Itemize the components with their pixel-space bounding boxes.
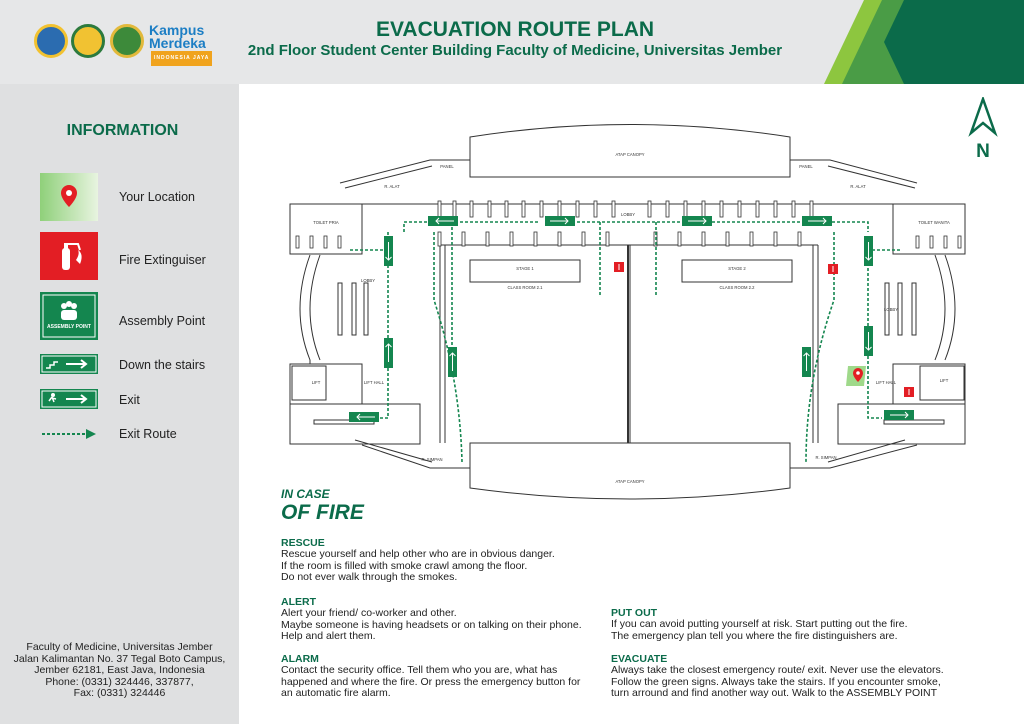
fire-extinguisher-icon xyxy=(40,232,98,280)
label-panel-right: PANEL xyxy=(799,164,813,169)
label-class-room-2-2: CLASS ROOM 2.2 xyxy=(719,285,755,290)
label-r-alat-left: R. ALAT xyxy=(384,184,400,189)
down-stairs-sign-icon xyxy=(40,354,98,374)
alarm-line: an automatic fire alarm. xyxy=(281,687,391,699)
alarm-section xyxy=(281,653,601,700)
legend-label-your-location: Your Location xyxy=(119,190,195,204)
evacuate-line: Always take the closest emergency route/ exit. Never use the elevators. xyxy=(611,664,944,676)
evacuate-line: Follow the green signs. Always take the stairs. If you encounter smoke, xyxy=(611,675,941,688)
putout-section xyxy=(611,607,991,642)
alert-title: ALERT xyxy=(281,596,316,608)
header-decoration xyxy=(824,0,1024,84)
floor-plan xyxy=(275,120,995,505)
compass-label: N xyxy=(976,141,990,159)
label-lift-hall-left: LIFT HALL xyxy=(363,380,385,385)
offire-heading: OF FIRE xyxy=(281,501,364,524)
label-atap-canopy-bottom: ATAP CANOPY xyxy=(615,479,645,484)
label-lift-left: LIFT xyxy=(311,380,321,385)
label-atap-canopy-top: ATAP CANOPY xyxy=(615,152,645,157)
header-bar xyxy=(0,0,1024,84)
assembly-point-icon xyxy=(40,292,98,340)
contact-info xyxy=(0,642,239,700)
legend-label-exit: Exit xyxy=(119,393,140,407)
kampus-merdeka-text: Kampus Merdeka xyxy=(149,22,206,51)
evacuate-section xyxy=(611,653,991,700)
label-r-simpan-left: R. SIMPAN xyxy=(421,457,443,462)
label-lift-hall-right: LIFT HALL xyxy=(875,380,897,385)
exit-sign-icon xyxy=(40,389,98,409)
putout-line: The emergency plan tell you where the fire distinguishers are. xyxy=(611,629,898,642)
evacuate-title: EVACUATE xyxy=(611,653,668,665)
dashed-arrow-icon xyxy=(40,426,98,442)
contact-line: Fax: (0331) 324446 xyxy=(73,687,166,699)
label-stage-1: STAGE 1 xyxy=(516,266,534,271)
label-class-room-2-1: CLASS ROOM 2.1 xyxy=(507,285,543,290)
putout-title: PUT OUT xyxy=(611,607,658,619)
kampus-merdeka-subtext: INDONESIA JAYA xyxy=(151,51,212,66)
building-walls xyxy=(290,125,965,500)
exit-signs xyxy=(349,216,914,422)
rescue-line: Do not ever walk through the smokes. xyxy=(281,571,458,583)
legend-label-fire-extinguiser: Fire Extinguiser xyxy=(119,253,206,267)
rescue-line: If the room is filled with smoke crawl among the floor. xyxy=(281,559,528,572)
alarm-line: happened and where the fire. Or press the emergency button for xyxy=(281,675,581,688)
label-toilet-pria: TOILET PRIA xyxy=(313,220,339,225)
alert-line: Maybe someone is having headsets or on talking on their phone. xyxy=(281,618,582,631)
contact-line: Jember 62181, East Java, Indonesia xyxy=(34,664,205,676)
alert-line: Alert your friend/ co-worker and other. xyxy=(281,607,457,619)
legend-label-assembly-point: Assembly Point xyxy=(119,314,206,328)
label-toilet-wanita: TOILET WANITA xyxy=(918,220,950,225)
your-location-marker xyxy=(846,366,866,386)
alarm-line: Contact the security office. Tell them who you are, what has xyxy=(281,664,558,676)
incase-heading: IN CASE xyxy=(281,487,330,501)
label-lift-right: LIFT xyxy=(939,378,949,383)
corridor-columns xyxy=(296,201,961,248)
page-subtitle: 2nd Floor Student Center Building Faculty of Medicine, Universitas Jember xyxy=(247,42,783,59)
contact-line: Jalan Kalimantan No. 37 Tegal Boto Campus, xyxy=(13,652,226,665)
location-pin-icon xyxy=(40,173,98,221)
label-panel-left: PANEL xyxy=(440,164,454,169)
alert-line: Help and alert them. xyxy=(281,630,376,642)
rescue-line: Rescue yourself and help other who are in obvious danger. xyxy=(281,548,555,560)
rescue-section xyxy=(281,537,601,584)
label-lobby-right: LOBBY xyxy=(884,307,898,312)
kampus-merdeka-logo xyxy=(149,22,211,61)
label-lobby-center: LOBBY xyxy=(621,212,635,217)
label-r-simpan-right: R. SIMPAN xyxy=(815,455,837,460)
kemdikbud-logo-icon xyxy=(34,24,68,58)
label-lobby-left: LOBBY xyxy=(361,278,375,283)
evacuate-line: turn arround and find another way out. Walk to the ASSEMBLY POINT xyxy=(611,687,938,699)
rescue-title: RESCUE xyxy=(281,537,325,549)
putout-line: If you can avoid putting yourself at risk. Start putting out the fire. xyxy=(611,618,908,630)
legend-label-exit-route: Exit Route xyxy=(119,427,177,441)
assembly-point-icon-text: ASSEMBLY POINT xyxy=(47,324,91,330)
page-title: EVACUATION ROUTE PLAN xyxy=(375,18,655,41)
alert-section xyxy=(281,596,601,643)
contact-line: Faculty of Medicine, Universitas Jember xyxy=(26,641,213,653)
universitas-jember-logo-icon xyxy=(71,24,105,58)
label-stage-2: STAGE 2 xyxy=(728,266,746,271)
label-r-alat-right: R. ALAT xyxy=(850,184,866,189)
faculty-medicine-logo-icon xyxy=(110,24,144,58)
legend-label-down-stairs: Down the stairs xyxy=(119,358,206,372)
alarm-title: ALARM xyxy=(281,653,319,665)
information-title: INFORMATION xyxy=(66,122,179,139)
contact-line: Phone: (0331) 324446, 337877, xyxy=(45,675,194,688)
